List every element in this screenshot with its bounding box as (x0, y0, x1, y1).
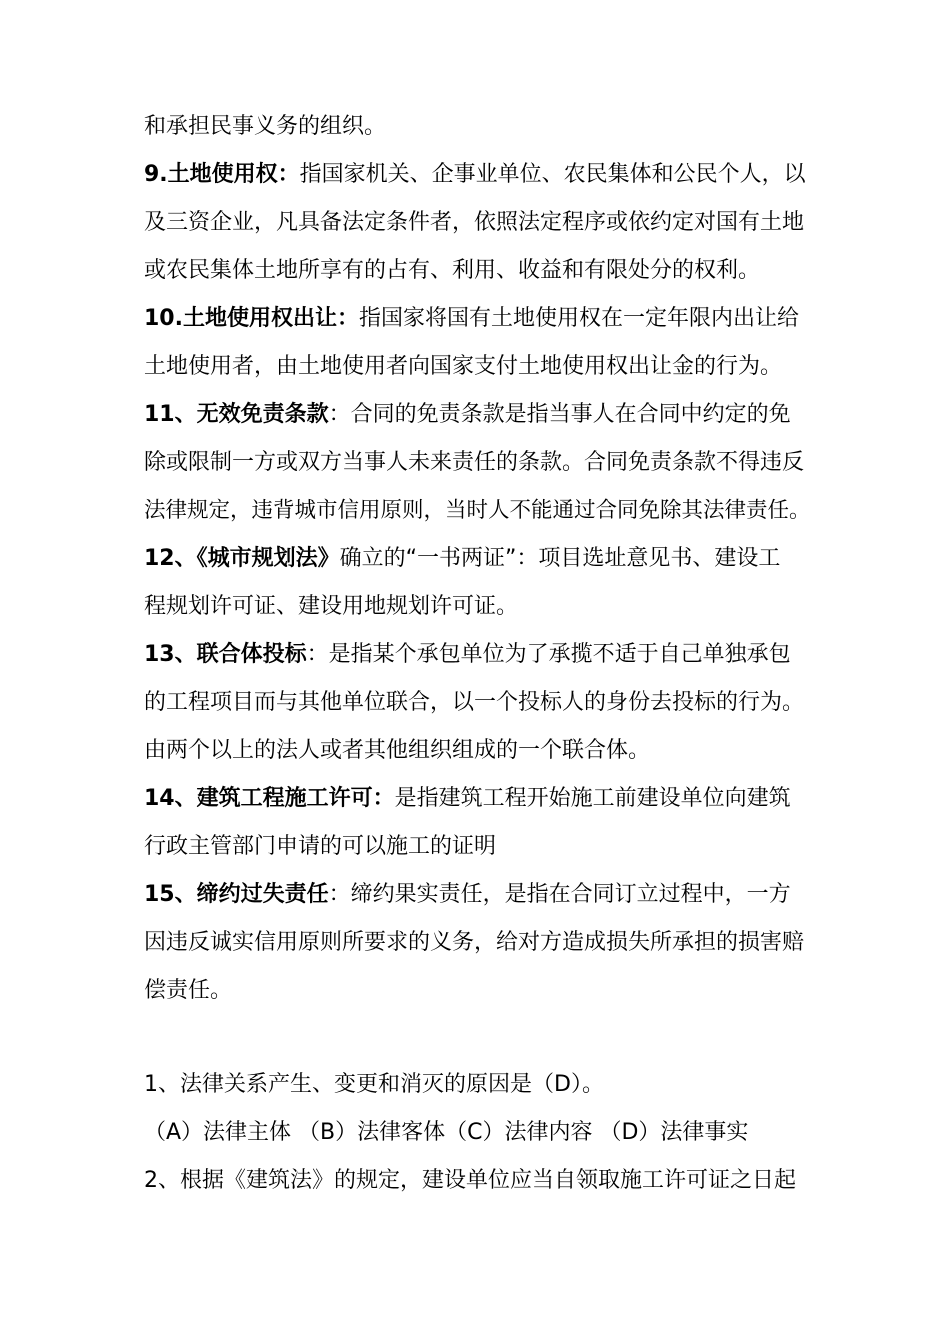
item12-line2: 程规划许可证、建设用地规划许可证。 (144, 594, 519, 619)
item9-term: 9.土地使用权： (144, 162, 300, 187)
item15-line1: 15、缔约过失责任：缔约果实责任，是指在合同订立过程中，一方 (144, 882, 791, 907)
item13-term: 13、联合体投标 (144, 642, 307, 667)
item11-line2: 除或限制一方或双方当事人未来责任的条款。合同免责条款不得违反 (144, 450, 805, 475)
item11-term: 11、无效免责条款 (144, 402, 329, 427)
item10-term: 10.土地使用权出让： (144, 306, 359, 331)
item15-line2: 因违反诚实信用原则所要求的义务，给对方造成损失所承担的损害赔 (144, 930, 805, 955)
question2-stem: 2、根据《建筑法》的规定，建设单位应当自领取施工许可证之日起 (144, 1168, 796, 1193)
item12-term: 12、《城市规划法》 (144, 546, 340, 571)
item14-line1: 14、建筑工程施工许可：是指建筑工程开始施工前建设单位向建筑 (144, 786, 791, 811)
item13-line2: 的工程项目而与其他单位联合，以一个投标人的身份去投标的行为。 (144, 690, 805, 715)
item10-line1: 10.土地使用权出让：指国家将国有土地使用权在一定年限内出让给 (144, 306, 799, 331)
item14-term: 14、建筑工程施工许可： (144, 786, 395, 811)
item9-line2: 及三资企业，凡具备法定条件者，依照法定程序或依约定对国有土地 (144, 210, 805, 235)
item9-line3: 或农民集体土地所享有的占有、利用、收益和有限处分的权利。 (144, 258, 761, 283)
question1-options: （A）法律主体 （B）法律客体（C）法律内容 （D）法律事实 (144, 1120, 749, 1145)
item13-line1: 13、联合体投标：是指某个承包单位为了承揽不适于自己单独承包 (144, 642, 791, 667)
item12-line1: 12、《城市规划法》确立的“一书两证”：项目选址意见书、建设工 (144, 546, 781, 571)
item15-term: 15、缔约过失责任 (144, 882, 329, 907)
item8-tail: 和承担民事义务的组织。 (144, 114, 387, 139)
item13-line3: 由两个以上的法人或者其他组织组成的一个联合体。 (144, 738, 651, 763)
item15-line3: 偿责任。 (144, 978, 233, 1003)
question1-stem: 1、法律关系产生、变更和消灭的原因是（D）。 (144, 1072, 604, 1097)
item11-line1: 11、无效免责条款：合同的免责条款是指当事人在合同中约定的免 (144, 402, 791, 427)
item9-line1: 9.土地使用权：指国家机关、企事业单位、农民集体和公民个人，以 (144, 162, 806, 187)
item14-line2: 行政主管部门申请的可以施工的证明 (144, 834, 497, 859)
item10-line2: 土地使用者，由土地使用者向国家支付土地使用权出让金的行为。 (144, 354, 783, 379)
item11-line3: 法律规定，违背城市信用原则，当时人不能通过合同免除其法律责任。 (144, 498, 811, 523)
